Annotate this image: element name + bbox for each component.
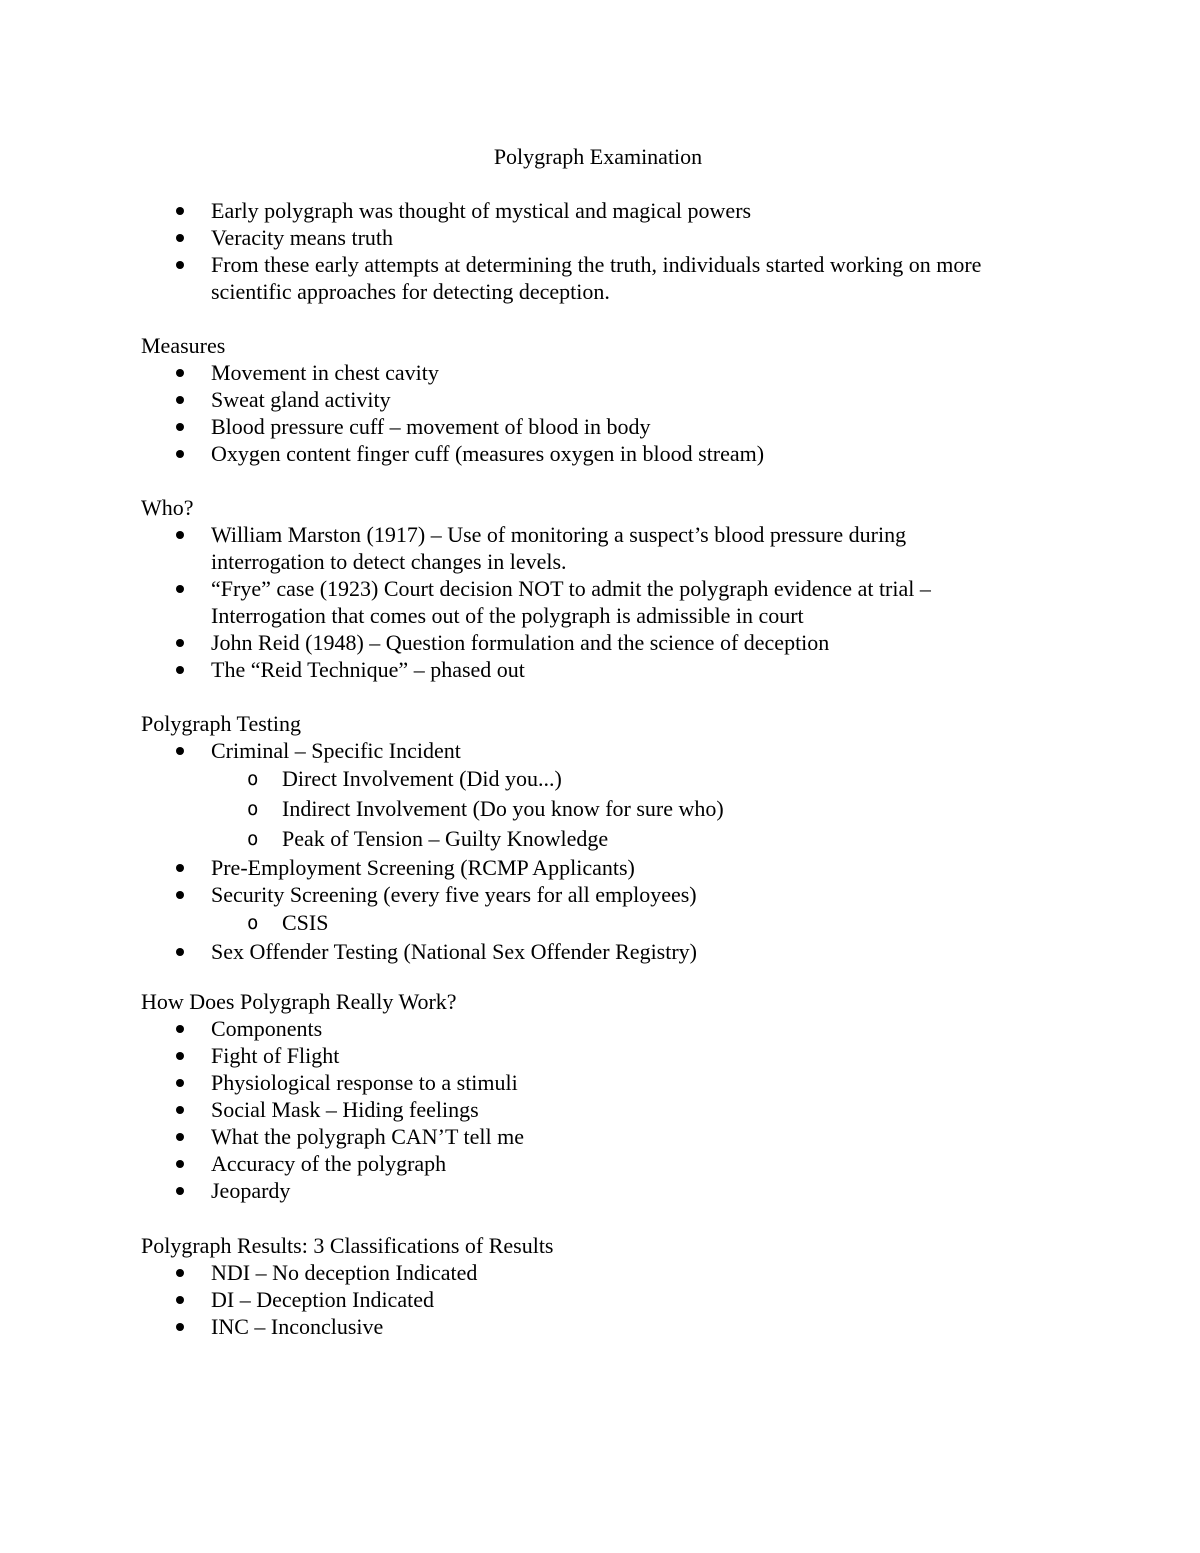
list-item-text: NDI – No deception Indicated	[211, 1260, 478, 1285]
list-item	[0, 938, 1061, 965]
sub-list-item-text: Peak of Tension – Guilty Knowledge	[282, 826, 609, 851]
list-item-text: What the polygraph CAN’T tell me	[211, 1124, 525, 1149]
list-item	[0, 440, 1061, 467]
testing-list	[0, 737, 1200, 965]
list-item-text: From these early attempts at determining the truth, individuals started working on more scientific approaches for detecting deception.	[211, 252, 982, 304]
list-item	[0, 881, 1061, 908]
list-item-text: “Frye” case (1923) Court decision NOT to admit the polygraph evidence at trial – Interrogation that comes out of the polygraph is admissible in court	[211, 576, 931, 628]
list-item	[0, 251, 1061, 305]
sub-list-item-text: Indirect Involvement (Do you know for sure who)	[282, 796, 724, 821]
list-item	[0, 521, 971, 575]
list-item-text: Oxygen content finger cuff (measures oxygen in blood stream)	[211, 441, 765, 466]
page-title: Polygraph Examination	[493, 144, 703, 169]
sub-list-item-text: CSIS	[282, 910, 329, 935]
list-item	[0, 1150, 1061, 1177]
list-item-text: Pre-Employment Screening (RCMP Applicants)	[211, 855, 635, 880]
list-item	[0, 629, 1061, 656]
list-item-text: Security Screening (every five years for all employees)	[211, 882, 697, 907]
list-item-text: Blood pressure cuff – movement of blood in body	[211, 414, 651, 439]
results-list	[0, 1259, 1200, 1340]
list-item-text: Criminal – Specific Incident	[211, 738, 461, 763]
list-item	[0, 413, 1061, 440]
list-item	[0, 1259, 1061, 1286]
sub-list-item	[0, 794, 1132, 824]
list-item-text: Accuracy of the polygraph	[211, 1151, 447, 1176]
list-item-text: William Marston (1917) – Use of monitoring a suspect’s blood pressure during interrogation to detect changes in levels.	[211, 522, 907, 574]
who-list	[0, 521, 1200, 683]
list-item	[0, 737, 1061, 764]
sub-list-item	[0, 824, 1132, 854]
list-item	[0, 359, 1061, 386]
list-item-text: Veracity means truth	[211, 225, 394, 250]
list-item	[0, 1177, 1061, 1204]
list-item-text: The “Reid Technique” – phased out	[211, 657, 525, 682]
list-item	[0, 224, 1061, 251]
list-item	[0, 1042, 1061, 1069]
list-item-text: Sweat gland activity	[211, 387, 391, 412]
list-item	[0, 1069, 1061, 1096]
list-item-text: John Reid (1948) – Question formulation and the science of deception	[211, 630, 830, 655]
list-item	[0, 1015, 1061, 1042]
list-item	[0, 656, 1061, 683]
list-item	[0, 854, 1061, 881]
section-heading-results: Polygraph Results: 3 Classifications of Results	[141, 1233, 554, 1258]
list-item-text: INC – Inconclusive	[211, 1314, 384, 1339]
list-item	[0, 1313, 1061, 1340]
list-item-text: Social Mask – Hiding feelings	[211, 1097, 479, 1122]
sub-list-item	[0, 908, 1132, 938]
measures-list	[0, 359, 1200, 467]
section-heading-how: How Does Polygraph Really Work?	[141, 989, 457, 1014]
section-heading-who: Who?	[141, 495, 194, 520]
list-item	[0, 1286, 1061, 1313]
sub-list-item	[0, 764, 1132, 794]
list-item-text: Physiological response to a stimuli	[211, 1070, 518, 1095]
list-item-text: Movement in chest cavity	[211, 360, 439, 385]
list-item-text: DI – Deception Indicated	[211, 1287, 434, 1312]
list-item-text: Sex Offender Testing (National Sex Offender Registry)	[211, 939, 698, 964]
list-item	[0, 386, 1061, 413]
intro-list	[0, 197, 1200, 305]
sub-list-item-text: Direct Involvement (Did you...)	[282, 766, 562, 791]
section-heading-measures: Measures	[141, 333, 226, 358]
list-item-text: Early polygraph was thought of mystical and magical powers	[211, 198, 752, 223]
list-item	[0, 575, 1001, 629]
list-item-text: Jeopardy	[211, 1178, 291, 1203]
list-item-text: Fight of Flight	[211, 1043, 340, 1068]
list-item	[0, 1096, 1061, 1123]
list-item	[0, 197, 1061, 224]
how-list	[0, 1015, 1200, 1204]
section-heading-testing: Polygraph Testing	[141, 711, 301, 736]
list-item	[0, 1123, 1061, 1150]
list-item-text: Components	[211, 1016, 323, 1041]
